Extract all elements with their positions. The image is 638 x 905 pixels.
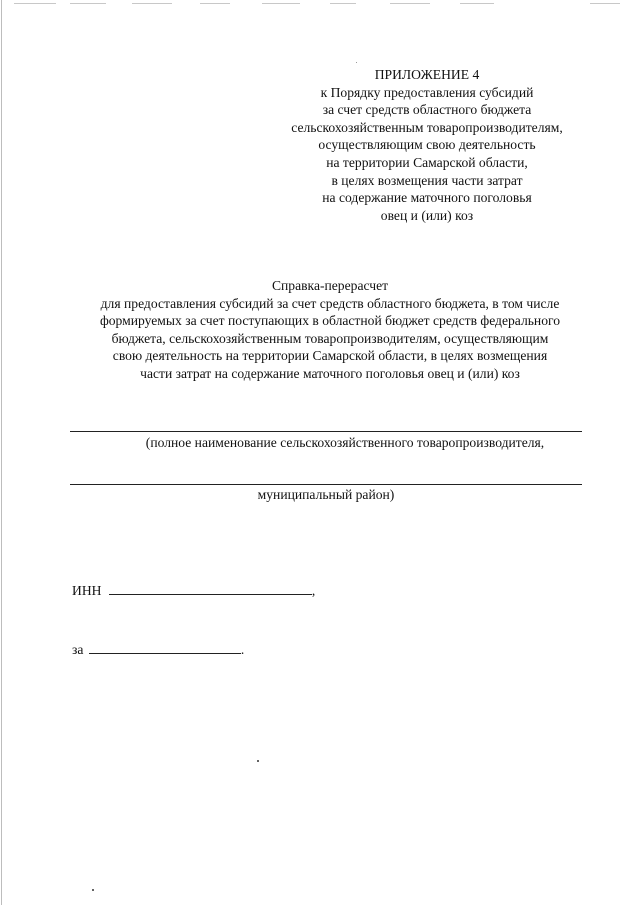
- appendix-line: на содержание маточного поголовья: [322, 190, 532, 206]
- appendix-line: в целях возмещения части затрат: [331, 172, 523, 188]
- inn-label: ИНН: [72, 583, 102, 598]
- appendix-line: к Порядку предоставления субсидий: [320, 84, 534, 100]
- scan-speck: [257, 760, 259, 762]
- scan-edge: [1, 0, 2, 905]
- appendix-line: на территории Самарской области,: [326, 154, 528, 170]
- inn-suffix: ,: [311, 583, 316, 598]
- scan-top-marks: [0, 0, 638, 6]
- producer-district-caption: муниципальный район): [257, 487, 395, 502]
- certificate-subtitle-line: бюджета, сельскохозяйственным товаропроизводителям, осуществляющим: [111, 330, 549, 346]
- appendix-header: [262, 66, 592, 224]
- period-suffix: .: [240, 642, 245, 657]
- certificate-subtitle-line: части затрат на содержание маточного поголовья овец и (или) коз: [140, 365, 520, 381]
- period-label: за: [72, 642, 84, 657]
- inn-row: [72, 582, 315, 599]
- inn-input-line[interactable]: [109, 582, 312, 595]
- period-row: [72, 641, 244, 658]
- period-input-line[interactable]: [89, 641, 241, 654]
- certificate-title: Справка-перерасчет: [271, 278, 389, 293]
- scan-speck: [92, 889, 94, 891]
- appendix-line: за счет средств областного бюджета: [322, 102, 532, 118]
- appendix-title: ПРИЛОЖЕНИЕ 4: [374, 67, 480, 82]
- certificate-title-block: [40, 277, 620, 383]
- certificate-subtitle-line: для предоставления субсидий за счет средств областного бюджета, в том числе: [100, 295, 560, 311]
- scan-speck: [356, 62, 357, 63]
- producer-name-caption: (полное наименование сельскохозяйственного товаропроизводителя,: [145, 435, 545, 450]
- certificate-subtitle-line: формируемых за счет поступающих в областной бюджет средств федерального: [99, 313, 561, 329]
- appendix-line: осуществляющим свою деятельность: [318, 137, 536, 153]
- certificate-subtitle-line: свою деятельность на территории Самарской области, в целях возмещения: [112, 348, 548, 364]
- appendix-line: сельскохозяйственным товаропроизводителям,: [291, 119, 563, 135]
- producer-name-line[interactable]: [70, 431, 582, 432]
- appendix-line: овец и (или) коз: [380, 207, 474, 223]
- producer-district-line[interactable]: [70, 484, 582, 485]
